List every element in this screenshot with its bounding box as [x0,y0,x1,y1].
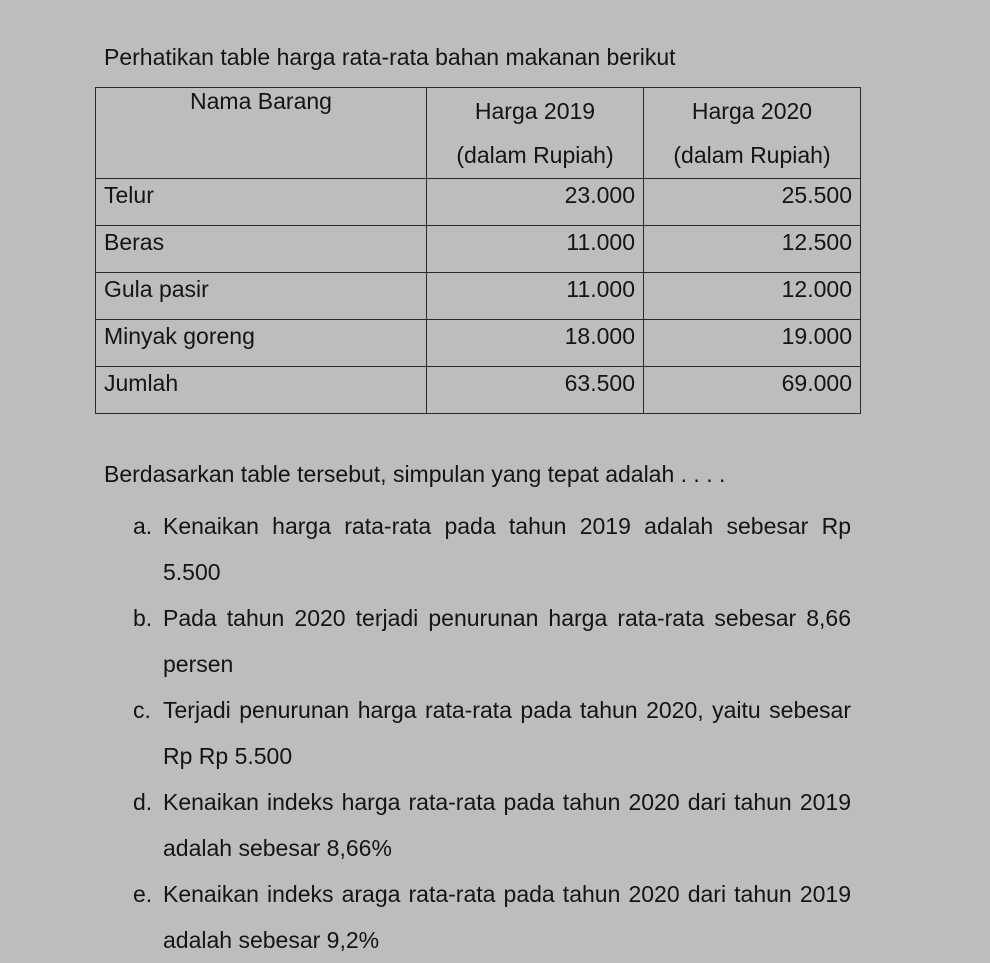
total-label: Jumlah [96,367,427,414]
option-a[interactable] [133,503,851,595]
option-letter: d. [133,789,153,815]
option-text: Kenaikan harga rata-rata pada tahun 2019 adalah sebesar Rp 5.500 [163,513,851,585]
option-text: Kenaikan indeks araga rata-rata pada tahun 2020 dari tahun 2019 adalah sebesar 9,2% [163,881,851,953]
item-name: Gula pasir [96,273,427,320]
header-price-2020 [644,88,861,179]
header-2020-unit: (dalam Rupiah) [673,142,831,168]
header-2020-year: Harga 2020 [691,98,813,124]
price-2020: 12.000 [644,273,861,320]
header-2019-year: Harga 2019 [474,98,596,124]
option-letter: a. [133,513,153,539]
intro-text: Perhatikan table harga rata-rata bahan makanan berikut [104,44,676,70]
header-price-2019 [427,88,644,179]
table-row [96,179,861,226]
option-c[interactable] [133,687,851,779]
option-text: Kenaikan indeks harga rata-rata pada tahun 2020 dari tahun 2019 adalah sebesar 8,66% [163,789,851,861]
total-2019: 63.500 [427,367,644,414]
price-2019: 11.000 [427,226,644,273]
price-2020: 19.000 [644,320,861,367]
option-e[interactable] [133,871,851,963]
item-name: Minyak goreng [96,320,427,367]
price-table [95,87,861,414]
table-header-row [96,88,861,179]
option-d[interactable] [133,779,851,871]
table-row [96,226,861,273]
option-text: Pada tahun 2020 terjadi penurunan harga rata-rata sebesar 8,66 persen [163,605,851,677]
option-text: Terjadi penurunan harga rata-rata pada tahun 2020, yaitu sebesar Rp Rp 5.500 [163,697,851,769]
price-2020: 25.500 [644,179,861,226]
option-letter: b. [133,605,153,631]
header-item-name: Nama Barang [96,88,427,179]
header-2019-unit: (dalam Rupiah) [456,142,614,168]
option-letter: e. [133,881,153,907]
price-2019: 11.000 [427,273,644,320]
question-text: Berdasarkan table tersebut, simpulan yang tepat adalah . . . . [104,461,726,487]
table-row [96,273,861,320]
item-name: Beras [96,226,427,273]
option-b[interactable] [133,595,851,687]
table-row-total [96,367,861,414]
total-2020: 69.000 [644,367,861,414]
table-row [96,320,861,367]
option-letter: c. [133,697,151,723]
item-name: Telur [96,179,427,226]
price-2019: 23.000 [427,179,644,226]
price-2020: 12.500 [644,226,861,273]
price-2019: 18.000 [427,320,644,367]
answer-options [133,503,851,963]
